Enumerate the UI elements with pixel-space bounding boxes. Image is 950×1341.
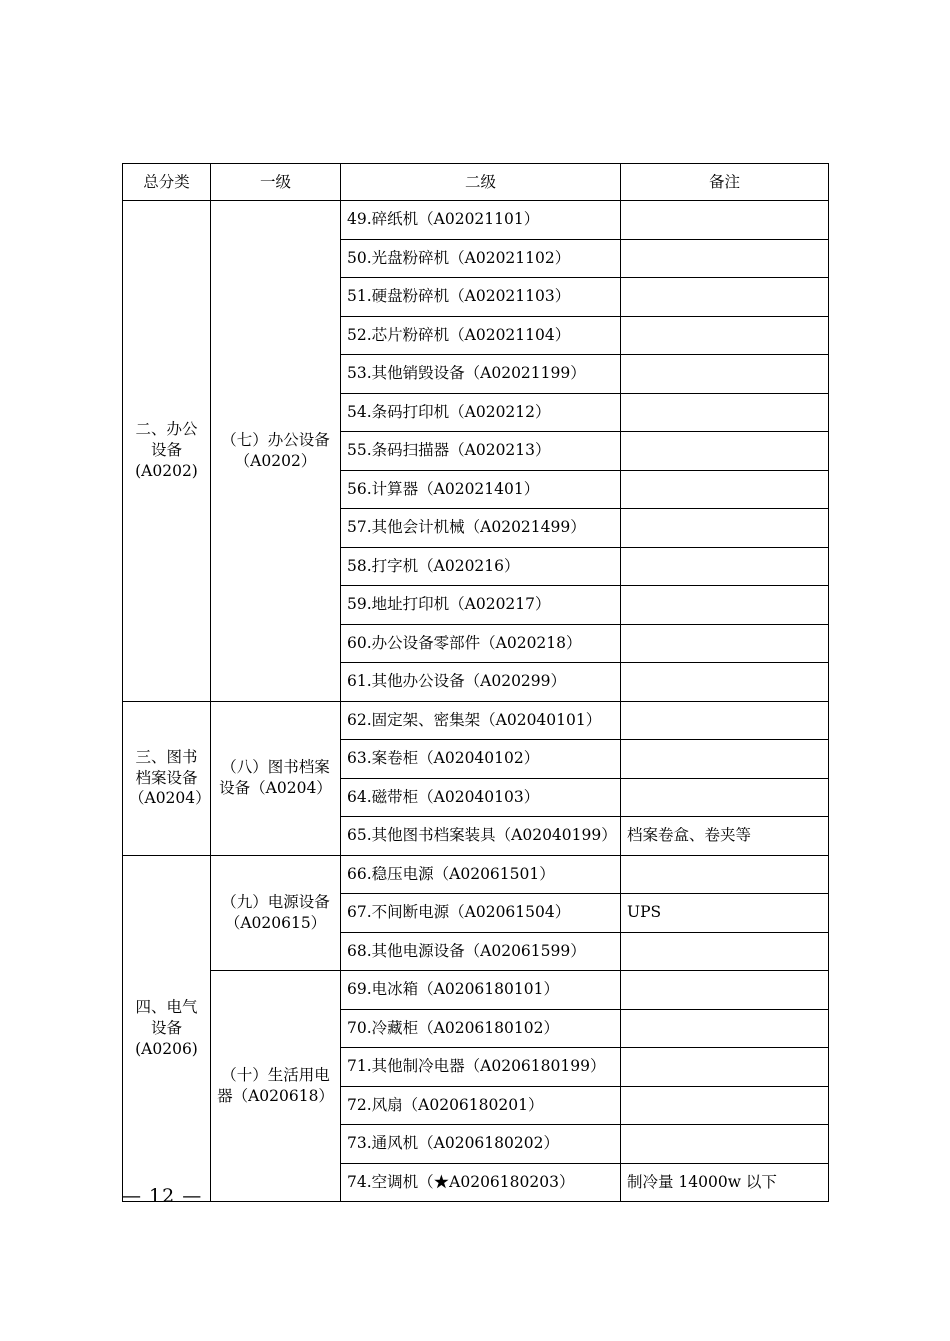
category-cell: 二、办公设备(A0202) <box>123 201 211 702</box>
level2-cell: 73.通风机（A0206180202） <box>341 1125 621 1164</box>
note-cell <box>621 201 829 240</box>
level2-cell: 74.空调机（★A0206180203） <box>341 1163 621 1202</box>
level2-cell: 69.电冰箱（A0206180101） <box>341 971 621 1010</box>
note-cell <box>621 778 829 817</box>
level2-cell: 62.固定架、密集架（A02040101） <box>341 701 621 740</box>
level2-cell: 51.硬盘粉碎机（A02021103） <box>341 278 621 317</box>
level2-cell: 55.条码扫描器（A020213） <box>341 432 621 471</box>
note-cell <box>621 470 829 509</box>
level2-cell: 54.条码打印机（A020212） <box>341 393 621 432</box>
table-row <box>123 701 829 740</box>
level2-cell: 59.地址打印机（A020217） <box>341 586 621 625</box>
note-cell <box>621 547 829 586</box>
level2-cell: 66.稳压电源（A02061501） <box>341 855 621 894</box>
note-cell <box>621 239 829 278</box>
level1-cell: （九）电源设备（A020615） <box>211 855 341 971</box>
level2-cell: 56.计算器（A02021401） <box>341 470 621 509</box>
level1-cell: （十）生活用电器（A020618） <box>211 971 341 1202</box>
level2-cell: 63.案卷柜（A02040102） <box>341 740 621 779</box>
level2-cell: 72.风扇（A0206180201） <box>341 1086 621 1125</box>
note-cell <box>621 624 829 663</box>
note-cell: UPS <box>621 894 829 933</box>
equipment-classification-table <box>122 163 828 1202</box>
category-cell: 三、图书档案设备（A0204） <box>123 701 211 855</box>
table-row <box>123 201 829 240</box>
level2-cell: 60.办公设备零部件（A020218） <box>341 624 621 663</box>
note-cell <box>621 1009 829 1048</box>
table-header-row <box>123 164 829 201</box>
note-cell <box>621 932 829 971</box>
note-cell <box>621 701 829 740</box>
level2-cell: 49.碎纸机（A02021101） <box>341 201 621 240</box>
note-cell <box>621 855 829 894</box>
level2-cell: 58.打字机（A020216） <box>341 547 621 586</box>
category-cell: 四、电气设备(A0206) <box>123 855 211 1202</box>
note-cell <box>621 971 829 1010</box>
note-cell <box>621 355 829 394</box>
header-level-1: 一级 <box>211 164 341 201</box>
level2-cell: 53.其他销毁设备（A02021199） <box>341 355 621 394</box>
level2-cell: 52.芯片粉碎机（A02021104） <box>341 316 621 355</box>
note-cell <box>621 509 829 548</box>
level2-cell: 67.不间断电源（A02061504） <box>341 894 621 933</box>
note-cell <box>621 1048 829 1087</box>
level2-cell: 70.冷藏柜（A0206180102） <box>341 1009 621 1048</box>
header-level-2: 二级 <box>341 164 621 201</box>
note-cell: 档案卷盒、卷夹等 <box>621 817 829 856</box>
note-cell <box>621 1086 829 1125</box>
note-cell <box>621 278 829 317</box>
note-cell <box>621 393 829 432</box>
level2-cell: 68.其他电源设备（A02061599） <box>341 932 621 971</box>
note-cell <box>621 663 829 702</box>
level2-cell: 57.其他会计机械（A02021499） <box>341 509 621 548</box>
level1-cell: （七）办公设备（A0202） <box>211 201 341 702</box>
level2-cell: 61.其他办公设备（A020299） <box>341 663 621 702</box>
note-cell: 制冷量 14000w 以下 <box>621 1163 829 1202</box>
header-remark: 备注 <box>621 164 829 201</box>
header-total-category: 总分类 <box>123 164 211 201</box>
level2-cell: 64.磁带柜（A02040103） <box>341 778 621 817</box>
note-cell <box>621 432 829 471</box>
note-cell <box>621 316 829 355</box>
page-number: — 12 — <box>122 1185 203 1207</box>
note-cell <box>621 586 829 625</box>
level2-cell: 50.光盘粉碎机（A02021102） <box>341 239 621 278</box>
table-row <box>123 855 829 894</box>
level2-cell: 65.其他图书档案装具（A02040199） <box>341 817 621 856</box>
level1-cell: （八）图书档案设备（A0204） <box>211 701 341 855</box>
table-row <box>123 971 829 1010</box>
level2-cell: 71.其他制冷电器（A0206180199） <box>341 1048 621 1087</box>
note-cell <box>621 1125 829 1164</box>
note-cell <box>621 740 829 779</box>
